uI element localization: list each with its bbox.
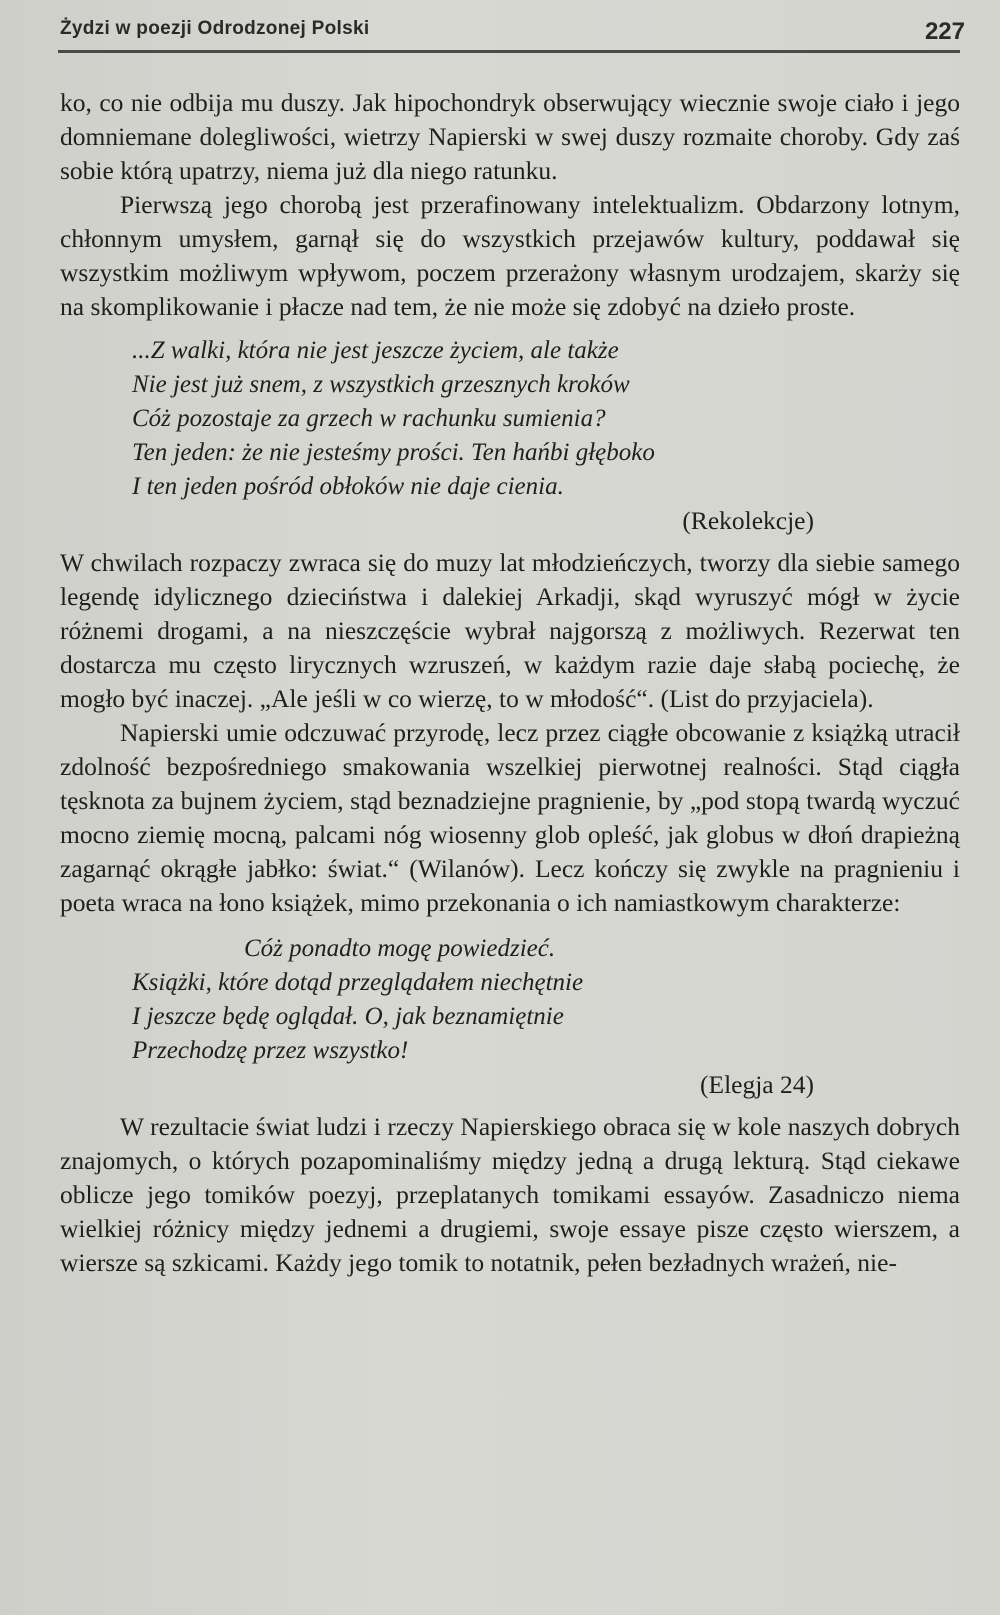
body-text xyxy=(60,86,960,1280)
poem-line: Cóż ponadto mogę powiedzieć. xyxy=(244,935,556,962)
poem-line: Książki, które dotąd przeglądałem niechętnie xyxy=(132,969,584,996)
page-number: 227 xyxy=(924,18,965,45)
poem-line: I jeszcze będę oglądał. O, jak beznamiętnie xyxy=(132,1003,564,1030)
poem-quote-1 xyxy=(132,334,960,504)
page-header xyxy=(60,14,965,54)
paragraph-2: Pierwszą jego chorobą jest przerafinowany intelektualizm. Obdarzony lotnym, chłonnym umysłem, garnął się do wszystkich przejawów kultury, poddawał się wszystkim możliwym wpływom, poczem przerażony własnym urodzajem, skarży się na skomplikowanie i płacze nad tem, że nie może się zdobyć na dzieło proste. xyxy=(60,190,960,321)
poem-line: Ten jeden: że nie jesteśmy prości. Ten hańbi głęboko xyxy=(132,439,655,466)
poem-line: Przechodzę przez wszystko! xyxy=(132,1037,409,1064)
poem-line: Nie jest już snem, z wszystkich grzesznych kroków xyxy=(132,371,630,398)
running-title: Żydzi w poezji Odrodzonej Polski xyxy=(60,18,370,39)
paragraph-3: W chwilach rozpaczy zwraca się do muzy lat młodzieńczych, tworzy dla siebie samego legendę idylicznego dzieciństwa i dalekiej Arkadji, skąd wyruszyć mógł w życie różnemi drogami, a na nieszczęście wybrał najgorszą z możliwych. Rezerwat ten dostarcza mu często lirycznych wzruszeń, w każdym razie daje słabą pociechę, że mogło być inaczej. „Ale jeśli w co wierzę, to w młodość“. (List do przyjaciela). xyxy=(60,548,960,713)
paragraph-5: W rezultacie świat ludzi i rzeczy Napierskiego obraca się w kole naszych dobrych znajomych, o których pozapominaliśmy między jedną a drugą lekturą. Stąd ciekawe oblicze jego tomików poezyj, przeplatanych tomikami essayów. Zasadniczo niema wielkiej różnicy między jednemi a drugiemi, swoje essaye pisze często wierszem, a wiersze są szkicami. Każdy jego tomik to notatnik, pełen bezładnych wrażeń, nie- xyxy=(60,1112,960,1277)
poem-line: ...Z walki, która nie jest jeszcze życiem, ale także xyxy=(132,337,619,364)
header-rule xyxy=(58,50,960,53)
poem-line: I ten jeden pośród obłoków nie daje cienia. xyxy=(132,473,564,500)
poem-source-2: (Elegja 24) xyxy=(700,1070,814,1099)
poem-quote-2 xyxy=(132,932,960,1068)
paragraph-4: Napierski umie odczuwać przyrodę, lecz przez ciągłe obcowanie z książką utracił zdolność bezpośredniego smakowania wszelkiej pierwotnej realności. Stąd ciągła tęsknota za bujnem życiem, stąd beznadziejne pragnienie, by „pod stopą twardą wyczuć mocno ziemię mocną, palcami nóg wiosenny glob opleść, jak globus w dłoń drapieżną zagarnąć okrągłe jabłko: świat.“ (Wilanów). Lecz kończy się zwykle na pragnieniu i poeta wraca na łono książek, mimo przekonania o ich namiastkowym charakterze: xyxy=(60,718,960,917)
poem-source-1: (Rekolekcje) xyxy=(682,506,814,535)
paragraph-1: ko, co nie odbija mu duszy. Jak hipochondryk obserwujący wiecznie swoje ciało i jego domniemane dolegliwości, wietrzy Napierski w swej duszy rozmaite choroby. Gdy zaś sobie którą upatrzy, niema już dla niego ratunku. xyxy=(60,88,960,185)
poem-line: Cóż pozostaje za grzech w rachunku sumienia? xyxy=(132,405,606,432)
